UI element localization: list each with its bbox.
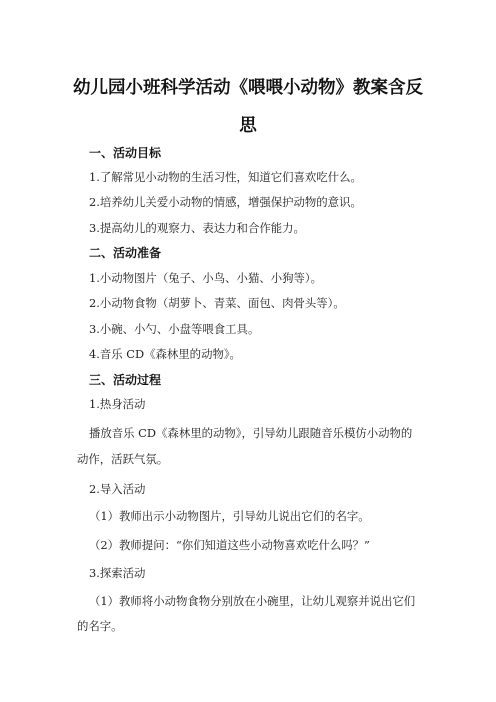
- section-heading-preparation: 二、活动准备: [89, 246, 162, 260]
- goal-item-1: 1.了解常见小动物的生活习性，知道它们喜欢吃什么。: [89, 170, 362, 184]
- step-warmup-text: 播放音乐 CD《森林里的动物》，引导幼儿跟随音乐模仿小动物的: [89, 426, 413, 440]
- step-intro-item-2: （2）教师提问：“你们知道这些小动物喜欢吃什么吗？”: [89, 538, 370, 552]
- goal-item-2: 2.培养幼儿关爱小动物的情感，增强保护动物的意识。: [89, 195, 362, 209]
- step-explore-item-1: （1）教师将小动物食物分别放在小碗里，让幼儿观察并说出它们: [89, 594, 416, 608]
- section-heading-goals: 一、活动目标: [89, 146, 162, 160]
- document-title: 幼儿园小班科学活动《喂喂小动物》教案含反: [73, 78, 423, 98]
- prep-item-4: 4.音乐 CD《森林里的动物》。: [89, 347, 241, 361]
- step-intro-item-1: （1）教师出示小动物图片，引导幼儿说出它们的名字。: [89, 509, 370, 523]
- step-title-warmup: 1.热身活动: [89, 397, 146, 411]
- step-title-explore: 3.探索活动: [89, 566, 146, 580]
- document-title-continued: 思: [239, 116, 257, 136]
- step-explore-item-1-continued: 的名字。: [77, 619, 123, 633]
- prep-item-2: 2.小动物食物（胡萝卜、青菜、面包、肉骨头等）。: [89, 296, 345, 310]
- prep-item-1: 1.小动物图片（兔子、小鸟、小猫、小狗等）。: [89, 271, 322, 285]
- prep-item-3: 3.小碗、小勺、小盘等喂食工具。: [89, 322, 260, 336]
- step-warmup-text-continued: 动作，活跃气氛。: [77, 452, 169, 466]
- goal-item-3: 3.提高幼儿的观察力、表达力和合作能力。: [89, 221, 305, 235]
- section-heading-process: 三、活动过程: [89, 373, 162, 387]
- step-title-intro: 2.导入活动: [89, 482, 146, 496]
